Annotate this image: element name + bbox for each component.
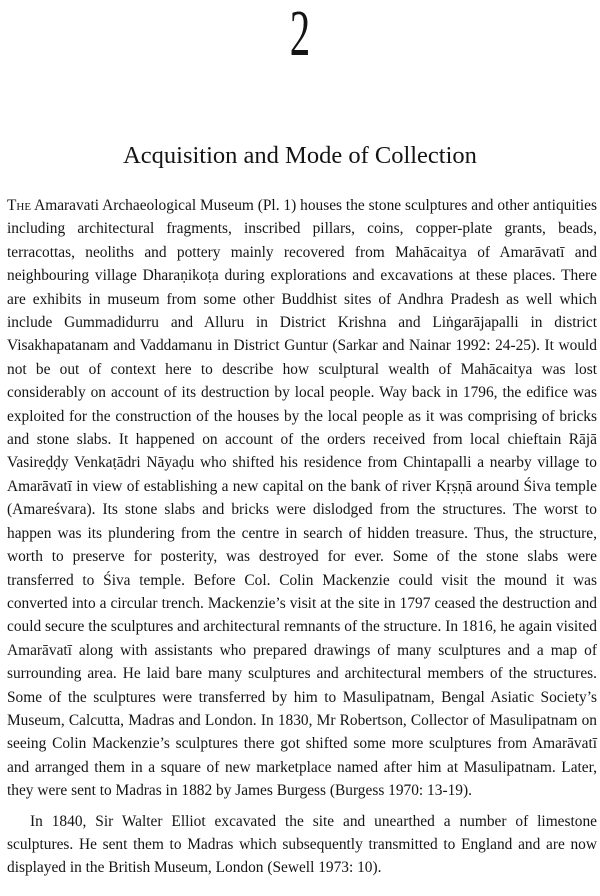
paragraph-1-text: Amaravati Archaeological Museum (Pl. 1) houses the stone sculptures and other antiquities including architectural fragments, inscribed pillars, coins, copper-plate grants, beads, terracottas, neoliths and pottery mainly recovered from Mahācaitya of Amarāvatī and neighbouring village Dharaṇikoṭa during explorations and excavations at these places. There are exhibits in museum from some other Buddhist sites of Andhra Pradesh as well which include Gummadidurru and Alluru in District Krishna and Liṅgarājapalli in district Visakhapatanam and Vaddamanu in District Guntur (Sarkar and Nainar 1992: 24-25). It would not be out of context here to describe how sculptural wealth of Mahācaitya was lost considerably on account of its destruction by local people. Way back in 1796, the edifice was exploited for the construction of the houses by the local people as it was comprising of bricks and stone slabs. It happened on account of the orders received from local chieftain Rājā Vasireḍḍy Venkaṭādri Nāyaḍu who shifted his residence from Chintapalli a nearby village to Amarāvatī in view of establishing a new capital on the bank of river Kṛṣṇā around Śiva temple (Amareśvara). Its stone slabs and bricks were dislodged from the structures. The worst to happen was its plundering from the centre in search of hidden treasure. Thus, the structure, worth to preserve for posterity, was destroyed for ever. Some of the stone slabs were transferred to Śiva temple. Before Col. Colin Mackenzie could visit the mound it was converted into a circular trench. Mackenzie’s visit at the site in 1797 ceased the destruction and could secure the sculptures and architectural remnants of the structure. In 1816, he again visited Amarāvatī along with assistants who prepared drawings of many sculptures and a map of surrounding area. He laid bare many sculptures and architectural members of the structures. Some of the sculptures were transferred by him to Masulipatnam, Bengal Asiatic Society’s Museum, Calcutta, Madras and London. In 1830, Mr Robertson, Collector of Masulipatnam on seeing Colin Mackenzie’s sculptures there got shifted some more sculptures from Amarāvatī and arranged them in a square of new marketplace named after him at Masulipatnam. Later, they were sent to Madras in 1882 by James Burgess (Burgess 1970: 13-19). — [7, 197, 597, 800]
paragraph-2 — [7, 810, 597, 880]
paragraph-lead-word: The — [7, 197, 32, 214]
paragraph-2-text: In 1840, Sir Walter Elliot excavated the site and unearthed a number of limestone sculptures. He sent them to Madras which subsequently transmitted to England and are now displayed in the British Museum, London (Sewell 1973: 10). — [7, 812, 597, 877]
chapter-number: 2 — [289, 0, 311, 70]
chapter-title: Acquisition and Mode of Collection — [123, 142, 477, 169]
body-text — [7, 194, 597, 880]
paragraph-1 — [7, 194, 597, 803]
